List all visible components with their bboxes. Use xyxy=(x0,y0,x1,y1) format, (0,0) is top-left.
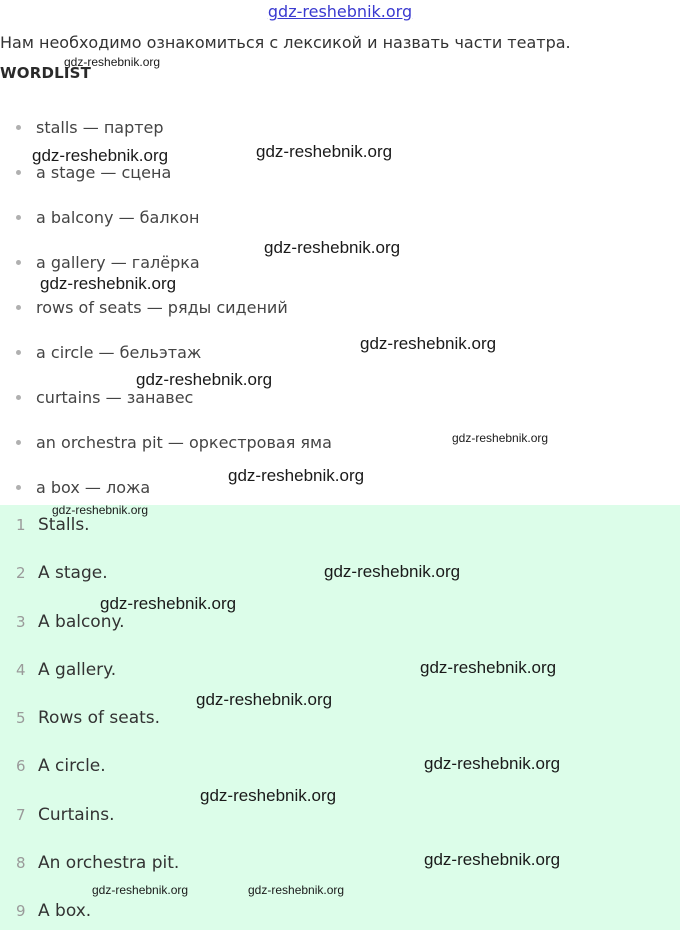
watermark: gdz-reshebnik.org xyxy=(424,754,561,773)
bullet-icon xyxy=(16,485,21,490)
answer-number: 6 xyxy=(16,757,26,776)
watermark: gdz-reshebnik.org xyxy=(360,334,497,353)
wordlist-item-text: rows of seats — ряды сидений xyxy=(36,298,288,317)
watermark: gdz-reshebnik.org xyxy=(64,55,161,69)
watermark: gdz-reshebnik.org xyxy=(264,238,401,257)
wordlist-item-text: a stage — сцена xyxy=(36,163,172,182)
wordlist-item-text: a circle — бельэтаж xyxy=(36,343,202,362)
wordlist-title: WORDLIST xyxy=(0,64,92,82)
wordlist-item-text: an orchestra pit — оркестровая яма xyxy=(36,433,332,452)
answer-text: Rows of seats. xyxy=(38,708,161,729)
watermark: gdz-reshebnik.org xyxy=(52,503,149,517)
answer-text: A balcony. xyxy=(38,611,125,632)
bullet-icon xyxy=(16,125,21,130)
answer-number: 1 xyxy=(16,516,26,534)
bullet-icon xyxy=(16,260,21,265)
answer-number: 7 xyxy=(16,805,26,824)
answer-number: 4 xyxy=(16,660,26,679)
wordlist-item xyxy=(0,375,680,420)
watermark: gdz-reshebnik.org xyxy=(420,658,557,677)
wordlist-item-text: a balcony — балкон xyxy=(36,208,200,227)
bullet-icon xyxy=(16,215,21,220)
answer-item xyxy=(0,893,680,941)
bullet-icon xyxy=(16,395,21,400)
answer-number: 9 xyxy=(16,902,26,921)
bullet-icon xyxy=(16,305,21,310)
bullet-icon xyxy=(16,350,21,355)
watermark: gdz-reshebnik.org xyxy=(424,850,561,869)
watermark: gdz-reshebnik.org xyxy=(136,370,273,389)
watermark: gdz-reshebnik.org xyxy=(248,883,345,897)
watermark: gdz-reshebnik.org xyxy=(200,786,337,805)
watermark: gdz-reshebnik.org xyxy=(452,431,549,445)
answer-text: A circle. xyxy=(38,756,106,777)
site-link[interactable]: gdz-reshebnik.org xyxy=(267,2,413,21)
answer-item xyxy=(0,700,680,748)
watermark: gdz-reshebnik.org xyxy=(196,690,333,709)
answer-text: Curtains. xyxy=(38,804,115,825)
wordlist-item xyxy=(0,330,680,375)
task-description: Нам необходимо ознакомиться с лексикой и назвать части театра. xyxy=(0,33,571,52)
wordlist-item-text: curtains — занавес xyxy=(36,388,194,407)
watermark: gdz-reshebnik.org xyxy=(92,883,189,897)
bullet-icon xyxy=(16,440,21,445)
answer-item xyxy=(0,748,680,796)
answer-item xyxy=(0,652,680,700)
watermark: gdz-reshebnik.org xyxy=(256,142,393,161)
answer-text: A gallery. xyxy=(38,659,117,680)
watermark: gdz-reshebnik.org xyxy=(32,146,169,165)
watermark: gdz-reshebnik.org xyxy=(40,274,177,293)
answer-number: 3 xyxy=(16,612,26,631)
answer-number: 5 xyxy=(16,709,26,728)
wordlist-item-text: stalls — партер xyxy=(36,118,164,137)
answer-item xyxy=(0,797,680,845)
answer-text: Stalls. xyxy=(38,515,90,535)
answer-text: A box. xyxy=(38,901,92,922)
answer-text: A stage. xyxy=(38,563,108,584)
watermark: gdz-reshebnik.org xyxy=(100,594,237,613)
answer-text: An orchestra pit. xyxy=(38,853,180,874)
wordlist-item-text: a box — ложа xyxy=(36,478,151,497)
wordlist-item-text: a gallery — галёрка xyxy=(36,253,200,272)
answer-number: 8 xyxy=(16,854,26,873)
bullet-icon xyxy=(16,170,21,175)
wordlist-item xyxy=(0,195,680,240)
answer-number: 2 xyxy=(16,564,26,583)
watermark: gdz-reshebnik.org xyxy=(324,562,461,581)
wordlist-item xyxy=(0,420,680,465)
watermark: gdz-reshebnik.org xyxy=(228,466,365,485)
